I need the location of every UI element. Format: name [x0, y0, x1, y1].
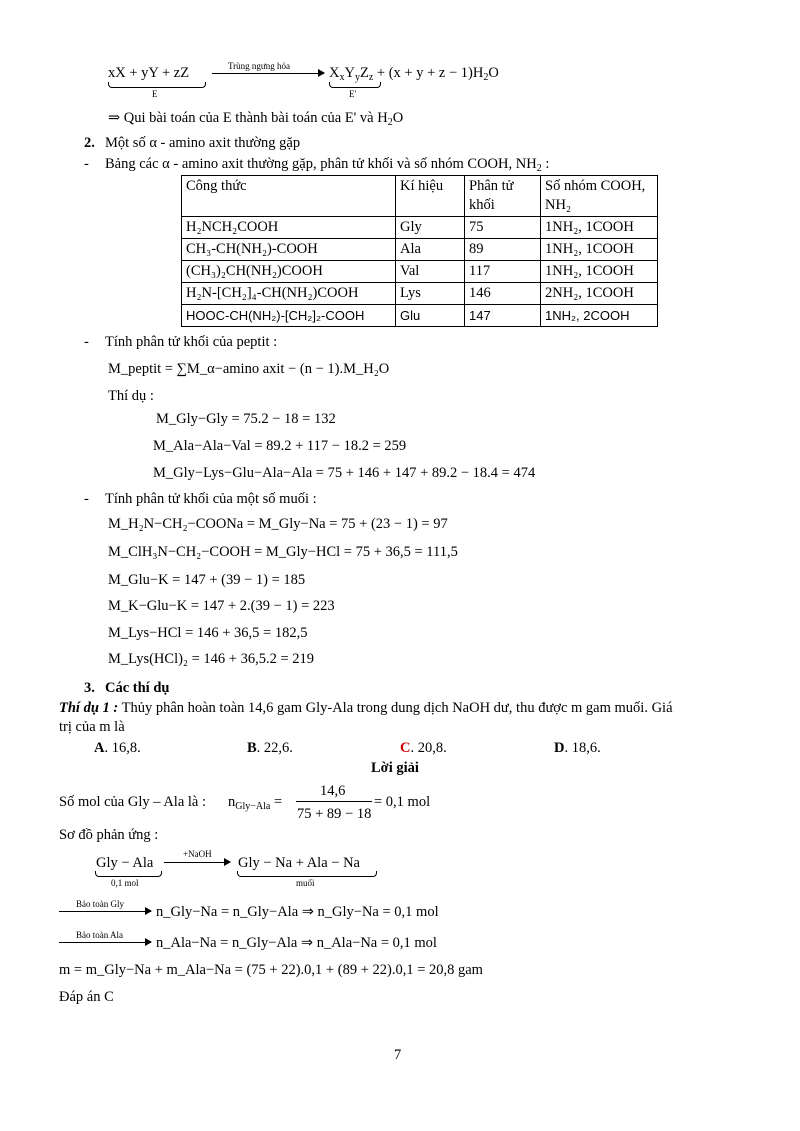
header-cell: Phân tử khối: [465, 176, 541, 217]
section2-number: 2.: [84, 135, 95, 151]
table-cell: Ala: [396, 239, 465, 261]
table-cell: 1NH₂, 1COOH: [541, 261, 658, 283]
bullet: -: [84, 491, 89, 507]
header-cell: Công thức: [182, 176, 396, 217]
reaction-rhs-label: E': [349, 89, 357, 99]
header-cell: Số nhóm COOH, NH₂: [541, 176, 658, 217]
table-cell: 1NH₂, 2COOH: [541, 305, 658, 327]
table-cell: 146: [465, 283, 541, 305]
mol-result: = 0,1 mol: [374, 794, 431, 810]
peptide-example: M_Gly−Gly = 75.2 − 18 = 132: [156, 411, 336, 427]
table-cell: 1NH₂, 1COOH: [541, 217, 658, 239]
table-cell: H₂N-[CH₂]₄-CH(NH₂)COOH: [182, 283, 396, 305]
table-cell: HOOC-CH(NH₂)-[CH₂]₂-COOH: [182, 305, 396, 327]
cons2-label: Bảo toàn Ala: [76, 930, 123, 940]
scheme-label: Sơ đồ phản ứng :: [59, 827, 159, 843]
salt-item: M_Lys(HCl)₂ = 146 + 36,5.2 = 219: [108, 651, 315, 667]
peptide-heading: Tính phân tử khối của peptit :: [105, 334, 278, 350]
salt-item: M_K−Glu−K = 147 + 2.(39 − 1) = 223: [108, 598, 335, 614]
table-cell: Val: [396, 261, 465, 283]
mol-text: Số mol của Gly – Ala là :: [59, 794, 206, 810]
table-header-row: [182, 176, 658, 217]
answer: Đáp án C: [59, 989, 114, 1005]
table-cell: Glu: [396, 305, 465, 327]
section3-title: Các thí dụ: [105, 680, 170, 696]
scheme-lhs: Gly − Ala: [96, 855, 154, 871]
amino-acid-table: [181, 175, 658, 327]
bullet: -: [84, 334, 89, 350]
scheme-arrow-label: +NaOH: [183, 849, 212, 859]
peptide-example: M_Ala−Ala−Val = 89.2 + 117 − 18.2 = 259: [153, 438, 407, 454]
conclusion-line: ⇒ Qui bài toán của E thành bài toán của E' và $H_2O$: [108, 110, 404, 128]
table-cell: CH₃-CH(NH₂)-COOH: [182, 239, 396, 261]
table-cell: Gly: [396, 217, 465, 239]
header-cell: Kí hiệu: [396, 176, 465, 217]
option-c[interactable]: C. 20,8.: [400, 740, 447, 756]
scheme-rhs-brace: [237, 871, 377, 877]
bullet: -: [84, 156, 89, 172]
table-cell: Lys: [396, 283, 465, 305]
reaction-rhs: $X_xY_yZ_z + (x + y + z - 1)H_2O$: [329, 65, 499, 83]
cons1-equation: n_Gly−Na = n_Gly−Ala ⇒ n_Gly−Na = 0,1 mol: [156, 904, 439, 920]
table-cell: 117: [465, 261, 541, 283]
cons2-equation: n_Ala−Na = n_Gly−Ala ⇒ n_Ala−Na = 0,1 mol: [156, 935, 437, 951]
fraction-bar: [296, 801, 372, 802]
salt-item: M_H₂N−CH₂−COONa = M_Gly−Na = 75 + (23 − 1) = 97: [108, 516, 448, 532]
option-a[interactable]: A. 16,8.: [94, 740, 141, 756]
table-row: [182, 261, 658, 283]
scheme-rhs: Gly − Na + Ala − Na: [238, 855, 360, 871]
cons2-arrow: [59, 942, 151, 943]
scheme-rhs-under: muối: [296, 878, 315, 888]
mol-numerator: 14,6: [320, 783, 346, 799]
table-cell: H₂NCH₂COOH: [182, 217, 396, 239]
peptide-example: M_Gly−Lys−Glu−Ala−Ala = 75 + 146 + 147 + 89.2 − 18.4 = 474: [153, 465, 536, 481]
reaction-rhs-brace: [329, 82, 381, 88]
scheme-lhs-brace: [95, 871, 162, 877]
salt-item: M_ClH₃N−CH₂−COOH = M_Gly−HCl = 75 + 36,5 = 111,5: [108, 544, 458, 560]
reaction-lhs-label: E: [152, 89, 158, 99]
mol-denominator: 75 + 89 − 18: [297, 806, 372, 822]
reaction-arrow-label: Trùng ngưng hóa: [228, 61, 291, 71]
page-number: 7: [394, 1047, 402, 1063]
example1-text: Thí dụ 1 : Thủy phân hoàn toàn 14,6 gam Gly-Ala trong dung dịch NaOH dư, thu được m gam muối. Giá: [59, 700, 673, 716]
option-d[interactable]: D. 18,6.: [554, 740, 601, 756]
table-cell: 2NH₂, 1COOH: [541, 283, 658, 305]
option-b[interactable]: B. 22,6.: [247, 740, 293, 756]
salts-heading: Tính phân tử khối của một số muối :: [105, 491, 317, 507]
table-cell: 75: [465, 217, 541, 239]
scheme-lhs-under: 0,1 mol: [111, 878, 139, 888]
table-row: [182, 217, 658, 239]
reaction-lhs: xX + yY + zZ: [108, 65, 190, 81]
table-cell: (CH₃)₂CH(NH₂)COOH: [182, 261, 396, 283]
cons1-arrow: [59, 911, 151, 912]
example1-text-cont: trị của m là: [59, 719, 125, 735]
section2-title: Một số α - amino axit thường gặp: [105, 135, 301, 151]
salt-item: M_Lys−HCl = 146 + 36,5 = 182,5: [108, 625, 308, 641]
cons1-label: Bảo toàn Gly: [76, 899, 124, 909]
table-cell: 1NH₂, 1COOH: [541, 239, 658, 261]
table-cell: 89: [465, 239, 541, 261]
section3-number: 3.: [84, 680, 95, 696]
solution-title: Lời giải: [371, 760, 419, 776]
peptide-formula: M_peptit = ∑M_α−amino axit − (n − 1).M_H₂O: [108, 361, 390, 377]
table-row: [182, 283, 658, 305]
table-row: [182, 305, 658, 327]
scheme-arrow: [164, 862, 230, 863]
final-equation: m = m_Gly−Na + m_Ala−Na = (75 + 22).0,1 + (89 + 22).0,1 = 20,8 gam: [59, 962, 483, 978]
salt-item: M_Glu−K = 147 + (39 − 1) = 185: [108, 572, 306, 588]
table-cell: 147: [465, 305, 541, 327]
example-label: Thí dụ :: [108, 388, 154, 404]
table-intro: Bảng các α - amino axit thường gặp, phân tử khối và số nhóm COOH, $NH_2$ :: [105, 156, 550, 174]
reaction-arrow: [212, 73, 324, 74]
table-row: [182, 239, 658, 261]
reaction-lhs-brace: [108, 82, 206, 88]
mol-lhs: $n_{Gly-Ala}$ =: [228, 794, 283, 812]
